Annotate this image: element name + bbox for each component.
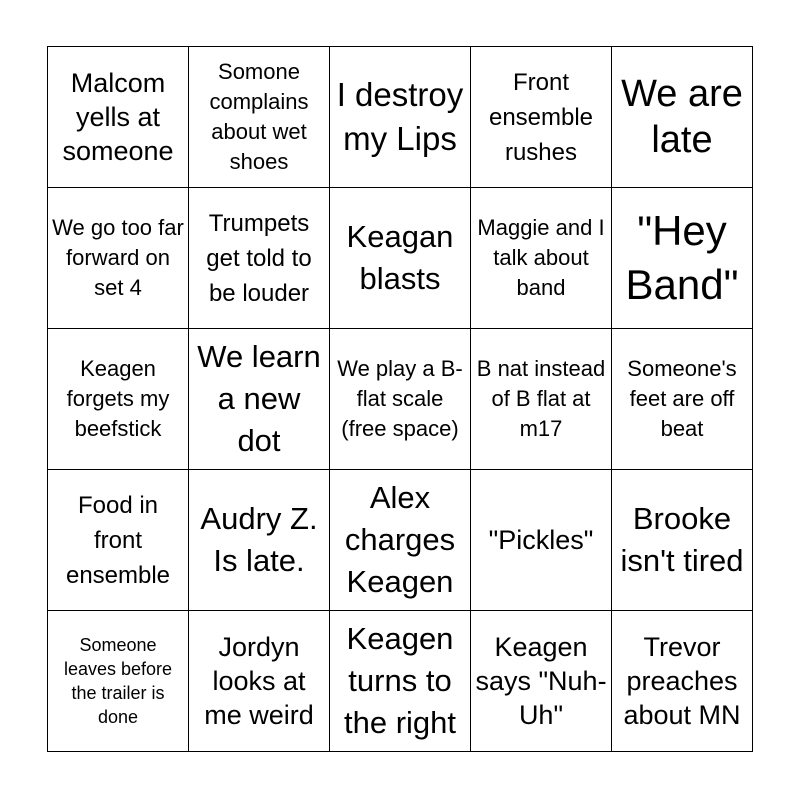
bingo-cell[interactable]	[471, 611, 612, 752]
cell-text: We are late	[621, 73, 743, 161]
cell-text: B nat instead of B flat at m17	[476, 356, 606, 441]
bingo-cell[interactable]	[48, 329, 189, 470]
bingo-cell[interactable]	[48, 47, 189, 188]
cell-text: Jordyn looks at me weird	[204, 632, 314, 730]
cell-text: Keagen turns to the right	[343, 621, 456, 740]
bingo-cell[interactable]	[48, 611, 189, 752]
bingo-cell[interactable]	[612, 470, 753, 611]
bingo-cell[interactable]	[48, 470, 189, 611]
cell-text: Somone complains about wet shoes	[209, 59, 309, 174]
cell-text: Someone's feet are off beat	[627, 356, 737, 441]
bingo-board	[47, 46, 753, 752]
cell-text: "Pickles"	[488, 525, 594, 555]
cell-text: We go too far forward on set 4	[52, 215, 184, 300]
bingo-cell[interactable]	[612, 329, 753, 470]
bingo-cell[interactable]	[189, 611, 330, 752]
cell-text: Front ensemble rushes	[488, 68, 594, 166]
cell-text: Maggie and I talk about band	[477, 215, 605, 300]
bingo-cell[interactable]	[471, 47, 612, 188]
bingo-cell[interactable]	[471, 188, 612, 329]
cell-text: We learn a new dot	[197, 339, 321, 458]
bingo-cell[interactable]	[48, 188, 189, 329]
cell-text: "Hey Band"	[625, 207, 739, 308]
bingo-cell[interactable]	[330, 611, 471, 752]
bingo-cell[interactable]	[330, 188, 471, 329]
cell-text: Keagan blasts	[346, 219, 454, 296]
bingo-cell[interactable]	[330, 470, 471, 611]
cell-text: Keagen forgets my beefstick	[66, 356, 170, 441]
cell-text: Audry Z. Is late.	[200, 501, 318, 578]
cell-text: I destroy my Lips	[336, 76, 464, 157]
bingo-cell[interactable]	[189, 329, 330, 470]
cell-text: Someone leaves before the trailer is done	[63, 635, 173, 727]
cell-text: Trumpets get told to be louder	[206, 209, 312, 307]
cell-text: Trevor preaches about MN	[623, 632, 741, 730]
cell-text: Alex charges Keagen	[344, 480, 456, 599]
bingo-cell[interactable]	[471, 470, 612, 611]
cell-text: We play a B-flat scale (free space)	[337, 356, 463, 441]
cell-text: Keagen says "Nuh-Uh"	[475, 632, 607, 730]
bingo-cell[interactable]	[612, 611, 753, 752]
bingo-cell[interactable]	[471, 329, 612, 470]
bingo-cell[interactable]	[330, 47, 471, 188]
bingo-cell[interactable]	[612, 47, 753, 188]
bingo-cell[interactable]	[612, 188, 753, 329]
bingo-cell[interactable]	[330, 329, 471, 470]
cell-text: Food in front ensemble	[65, 491, 171, 589]
bingo-cell[interactable]	[189, 47, 330, 188]
cell-text: Malcom yells at someone	[62, 68, 174, 166]
cell-text: Brooke isn't tired	[620, 501, 744, 578]
bingo-cell[interactable]	[189, 470, 330, 611]
bingo-cell[interactable]	[189, 188, 330, 329]
